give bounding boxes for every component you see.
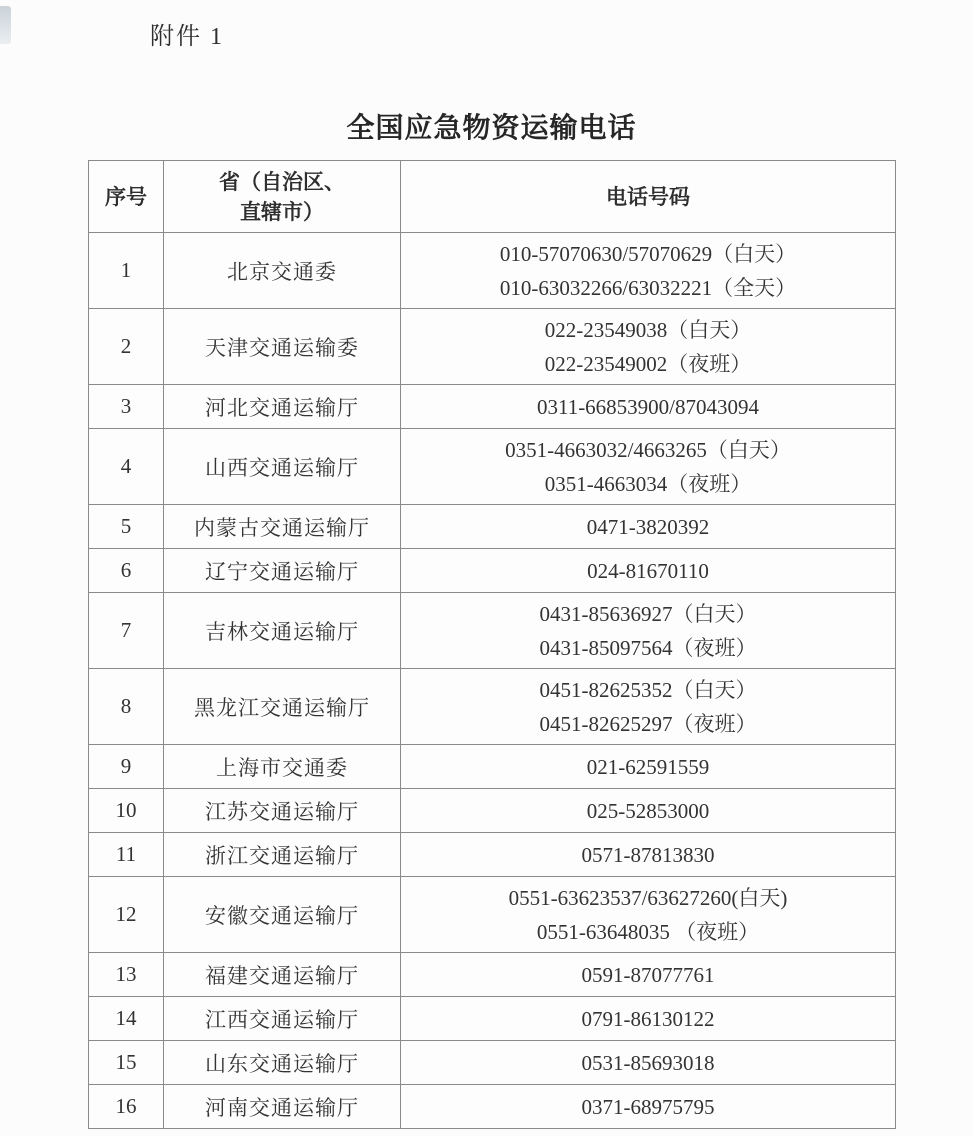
table-body: [89, 233, 896, 1129]
phone-line: 0311-66853900/87043094: [536, 394, 760, 419]
row-index-cell: 14: [89, 997, 164, 1041]
province-cell: 河北交通运输厅: [164, 385, 401, 429]
phone-line: 022-23549038（白天）: [544, 317, 752, 342]
row-index-cell: 3: [89, 385, 164, 429]
header-phone-label: 电话号码: [606, 184, 690, 209]
province-cell: 吉林交通运输厅: [164, 593, 401, 669]
table-row: [89, 233, 896, 309]
row-index-cell: 5: [89, 505, 164, 549]
province-cell: 内蒙古交通运输厅: [164, 505, 401, 549]
phone-cell: [401, 309, 896, 385]
phone-cell: [401, 549, 896, 593]
phone-cell: [401, 953, 896, 997]
phone-line: 022-23549002（夜班）: [544, 351, 752, 376]
province-cell: 浙江交通运输厅: [164, 833, 401, 877]
province-cell: 江苏交通运输厅: [164, 789, 401, 833]
phone-line: 0531-85693018: [581, 1050, 715, 1075]
row-index-cell: 11: [89, 833, 164, 877]
table-header-row: [89, 161, 896, 233]
row-index-cell: 16: [89, 1085, 164, 1129]
page-title: 全国应急物资运输电话: [346, 113, 637, 144]
table-row: [89, 593, 896, 669]
province-cell: 辽宁交通运输厅: [164, 549, 401, 593]
province-cell: 河南交通运输厅: [164, 1085, 401, 1129]
phone-cell: [401, 997, 896, 1041]
row-index-cell: 15: [89, 1041, 164, 1085]
phone-line: 0551-63648035 （夜班）: [536, 919, 760, 944]
row-index-cell: 4: [89, 429, 164, 505]
phone-line: 0431-85636927（白天）: [539, 601, 757, 626]
phone-line: 0791-86130122: [581, 1006, 715, 1031]
phone-line: 0431-85097564（夜班）: [539, 635, 757, 660]
table-row: [89, 669, 896, 745]
table-row: [89, 549, 896, 593]
table-row: [89, 385, 896, 429]
header-province-line2: 直辖市）: [240, 199, 324, 224]
header-index: [89, 161, 164, 233]
province-cell: 黑龙江交通运输厅: [164, 669, 401, 745]
province-cell: 天津交通运输委: [164, 309, 401, 385]
table-row: [89, 789, 896, 833]
phone-cell: [401, 233, 896, 309]
phone-line: 0591-87077761: [581, 962, 715, 987]
row-index-cell: 7: [89, 593, 164, 669]
phone-cell: [401, 505, 896, 549]
province-cell: 北京交通委: [164, 233, 401, 309]
province-cell: 上海市交通委: [164, 745, 401, 789]
phone-line: 021-62591559: [586, 754, 710, 779]
phone-line: 010-63032266/63032221（全天）: [499, 275, 797, 300]
phone-line: 0471-3820392: [586, 514, 710, 539]
province-cell: 山西交通运输厅: [164, 429, 401, 505]
header-phone: [401, 161, 896, 233]
row-index-cell: 12: [89, 877, 164, 953]
phone-line: 010-57070630/57070629（白天）: [499, 241, 797, 266]
emergency-phone-table: [88, 160, 896, 1129]
phone-line: 0371-68975795: [581, 1094, 715, 1119]
table-row: [89, 745, 896, 789]
table-row: [89, 877, 896, 953]
phone-cell: [401, 429, 896, 505]
table-row: [89, 1041, 896, 1085]
province-cell: 安徽交通运输厅: [164, 877, 401, 953]
province-cell: 江西交通运输厅: [164, 997, 401, 1041]
table-row: [89, 997, 896, 1041]
phone-line: 0551-63623537/63627260(白天): [508, 885, 788, 910]
phone-cell: [401, 745, 896, 789]
header-index-label: 序号: [105, 184, 147, 209]
phone-line: 024-81670110: [587, 558, 709, 583]
phone-line: 0351-4663032/4663265（白天）: [505, 437, 791, 462]
province-cell: 山东交通运输厅: [164, 1041, 401, 1085]
phone-cell: [401, 1041, 896, 1085]
row-index-cell: 9: [89, 745, 164, 789]
phone-cell: [401, 669, 896, 745]
phone-line: 0451-82625352（白天）: [539, 677, 757, 702]
phone-cell: [401, 385, 896, 429]
phone-line: 025-52853000: [586, 798, 710, 823]
phone-line: 0571-87813830: [581, 842, 715, 867]
table-row: [89, 309, 896, 385]
row-index-cell: 2: [89, 309, 164, 385]
row-index-cell: 13: [89, 953, 164, 997]
row-index-cell: 1: [89, 233, 164, 309]
row-index-cell: 6: [89, 549, 164, 593]
table-row: [89, 1085, 896, 1129]
table-row: [89, 953, 896, 997]
phone-cell: [401, 593, 896, 669]
phone-cell: [401, 789, 896, 833]
phone-line: 0351-4663034（夜班）: [544, 471, 752, 496]
province-cell: 福建交通运输厅: [164, 953, 401, 997]
attachment-label: 附件 1: [150, 24, 224, 50]
header-province-line1: 省（自治区、: [219, 169, 345, 194]
scan-artifact: [0, 6, 11, 44]
table-row: [89, 505, 896, 549]
phone-line: 0451-82625297（夜班）: [539, 711, 757, 736]
phone-cell: [401, 833, 896, 877]
table-row: [89, 833, 896, 877]
phone-cell: [401, 877, 896, 953]
table-row: [89, 429, 896, 505]
row-index-cell: 10: [89, 789, 164, 833]
row-index-cell: 8: [89, 669, 164, 745]
header-province: [164, 161, 401, 233]
phone-cell: [401, 1085, 896, 1129]
